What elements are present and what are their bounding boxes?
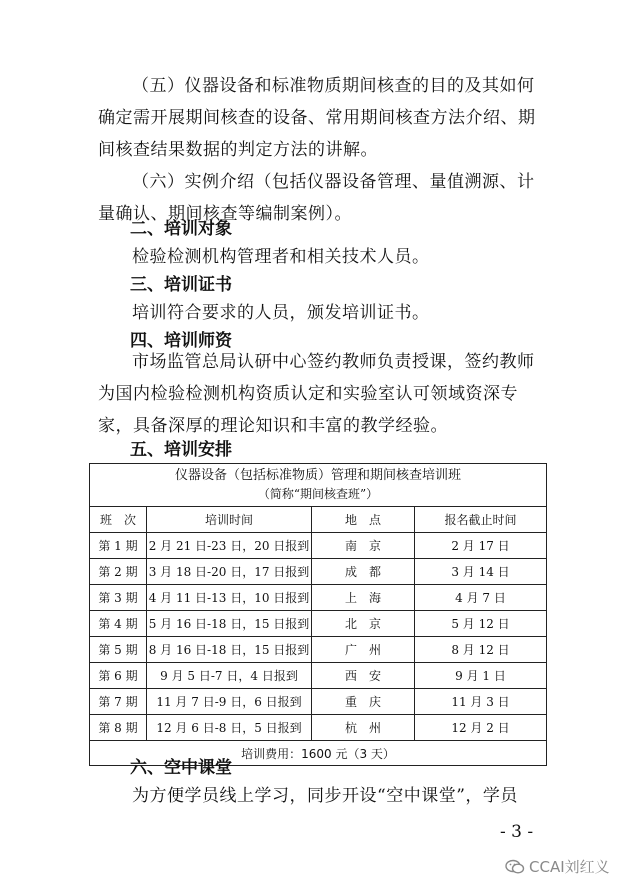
session-cell: 第 4 期 xyxy=(90,611,147,637)
table-row xyxy=(90,663,547,689)
session-cell: 第 8 期 xyxy=(90,715,147,741)
time-cell: 2 月 21 日-23 日，20 日报到 xyxy=(147,533,312,559)
time-cell: 4 月 11 日-13 日，10 日报到 xyxy=(147,585,312,611)
deadline-cell: 8 月 12 日 xyxy=(415,637,547,663)
wechat-icon xyxy=(505,859,525,875)
deadline-cell: 2 月 17 日 xyxy=(415,533,547,559)
table-row xyxy=(90,533,547,559)
location-cell: 杭 州 xyxy=(312,715,415,741)
header-deadline: 报名截止时间 xyxy=(415,507,547,533)
session-cell: 第 6 期 xyxy=(90,663,147,689)
session-cell: 第 5 期 xyxy=(90,637,147,663)
table-row xyxy=(90,637,547,663)
session-cell: 第 7 期 xyxy=(90,689,147,715)
heading-online-classroom: 六、空中课堂 xyxy=(130,758,232,778)
heading-training-certificate: 三、培训证书 xyxy=(130,275,232,295)
table-title-row xyxy=(90,464,547,507)
schedule-table xyxy=(89,463,547,766)
location-cell: 西 安 xyxy=(312,663,415,689)
time-cell: 3 月 18 日-20 日，17 日报到 xyxy=(147,559,312,585)
table-title xyxy=(90,464,547,507)
location-cell: 广 州 xyxy=(312,637,415,663)
time-cell: 12 月 6 日-8 日，5 日报到 xyxy=(147,715,312,741)
location-cell: 上 海 xyxy=(312,585,415,611)
table-row xyxy=(90,715,547,741)
table-row xyxy=(90,585,547,611)
session-cell: 第 1 期 xyxy=(90,533,147,559)
time-cell: 11 月 7 日-9 日，6 日报到 xyxy=(147,689,312,715)
table-subtitle: （简称“期间核查班”） xyxy=(257,487,379,501)
training-teachers-text: 市场监管总局认研中心签约教师负责授课，签约教师为国内检验检测机构资质认定和实验室认可领域资深专家，具备深厚的理论知识和丰富的教学经验。 xyxy=(98,352,535,436)
paragraph-6: （六）实例介绍（包括仪器设备管理、量值溯源、计量确认、期间核查等编制案例）。 xyxy=(98,172,535,224)
location-cell: 成 都 xyxy=(312,559,415,585)
training-certificate-text: 培训符合要求的人员，颁发培训证书。 xyxy=(132,303,430,323)
heading-training-teachers: 四、培训师资 xyxy=(130,331,232,351)
session-cell: 第 2 期 xyxy=(90,559,147,585)
deadline-cell: 9 月 1 日 xyxy=(415,663,547,689)
heading-training-target: 二、培训对象 xyxy=(130,219,232,239)
table-header-row xyxy=(90,507,547,533)
deadline-cell: 11 月 3 日 xyxy=(415,689,547,715)
deadline-cell: 3 月 14 日 xyxy=(415,559,547,585)
time-cell: 9 月 5 日-7 日，4 日报到 xyxy=(147,663,312,689)
table-row xyxy=(90,611,547,637)
header-session: 班 次 xyxy=(90,507,147,533)
table-title-text: 仪器设备（包括标准物质）管理和期间核查培训班 xyxy=(174,468,461,483)
table-row xyxy=(90,689,547,715)
time-cell: 8 月 16 日-18 日，15 日报到 xyxy=(147,637,312,663)
paragraph-5: （五）仪器设备和标准物质期间核查的目的及其如何确定需开展期间核查的设备、常用期间核查方法介绍、期间核查结果数据的判定方法的讲解。 xyxy=(98,76,536,160)
deadline-cell: 4 月 7 日 xyxy=(415,585,547,611)
deadline-cell: 5 月 12 日 xyxy=(415,611,547,637)
heading-training-schedule: 五、培训安排 xyxy=(130,440,232,460)
location-cell: 南 京 xyxy=(312,533,415,559)
online-classroom-text: 为方便学员线上学习，同步开设“空中课堂”，学员 xyxy=(132,786,518,806)
watermark xyxy=(505,856,610,877)
watermark-text: CCAI刘红义 xyxy=(529,858,610,876)
training-target-text: 检验检测机构管理者和相关技术人员。 xyxy=(132,247,430,267)
header-training-time: 培训时间 xyxy=(147,507,312,533)
page-number: - 3 - xyxy=(500,822,534,842)
time-cell: 5 月 16 日-18 日，15 日报到 xyxy=(147,611,312,637)
header-location: 地 点 xyxy=(312,507,415,533)
location-cell: 重 庆 xyxy=(312,689,415,715)
deadline-cell: 12 月 2 日 xyxy=(415,715,547,741)
location-cell: 北 京 xyxy=(312,611,415,637)
table-row xyxy=(90,559,547,585)
session-cell: 第 3 期 xyxy=(90,585,147,611)
training-fee: 培训费用：1600 元（3 天） xyxy=(90,741,547,766)
